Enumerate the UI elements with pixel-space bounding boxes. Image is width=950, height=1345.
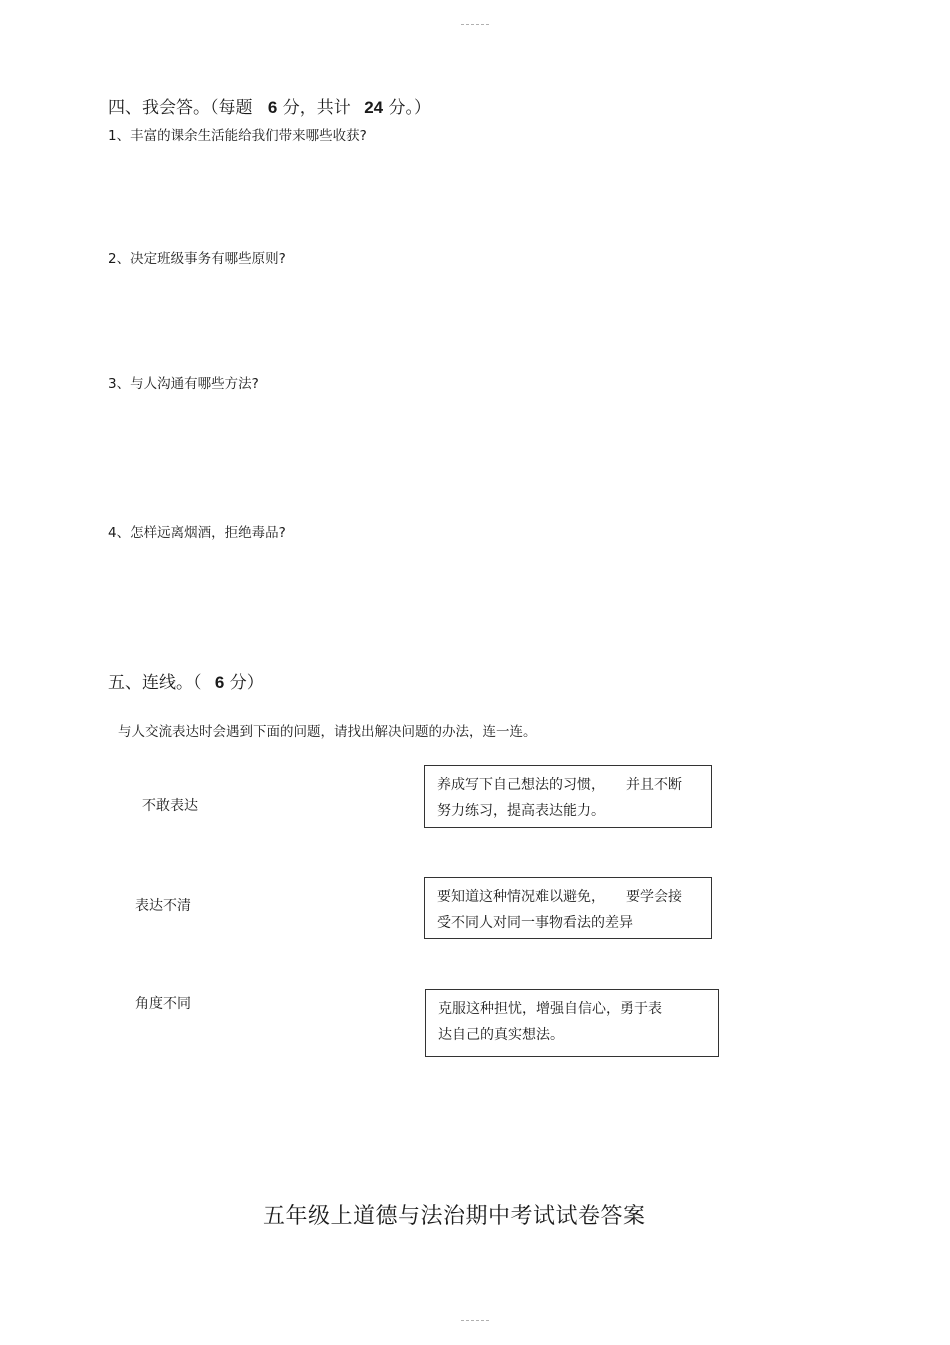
section-5-instruction: 与人交流表达时会遇到下面的问题，请找出解决问题的办法，连一连。 [118,724,537,740]
footer-dashed-line [461,1320,489,1321]
solution-box: 克服这种担忧，增强自信心，勇于表 达自己的真实想法。 [425,989,719,1057]
problem-item: 角度不同 [135,996,191,1012]
section-5-title: 五、连线。（ 6 分） [108,673,264,693]
question-1: 1、丰富的课余生活能给我们带来哪些收获? [108,128,367,144]
problem-item: 不敢表达 [142,798,198,814]
solution-box: 要知道这种情况难以避免， 要学会接 受不同人对同一事物看法的差异 [424,877,712,939]
question-4: 4、怎样远离烟酒，拒绝毒品? [108,525,286,541]
section-4-title: 四、我会答。（每题 6 分，共计 24 分。） [108,98,432,118]
question-2: 2、决定班级事务有哪些原则? [108,251,286,267]
header-dashed-line [461,24,489,25]
section-4-per-score: 6 [267,98,278,117]
question-3: 3、与人沟通有哪些方法? [108,376,259,392]
problem-item: 表达不清 [135,898,191,914]
solution-box: 养成写下自己想法的习惯， 并且不断 努力练习，提高表达能力。 [424,765,712,828]
section-5-score: 6 [214,673,225,692]
section-4-total-score: 24 [364,98,384,117]
answer-title: 五年级上道德与法治期中考试试卷答案 [263,1204,646,1229]
